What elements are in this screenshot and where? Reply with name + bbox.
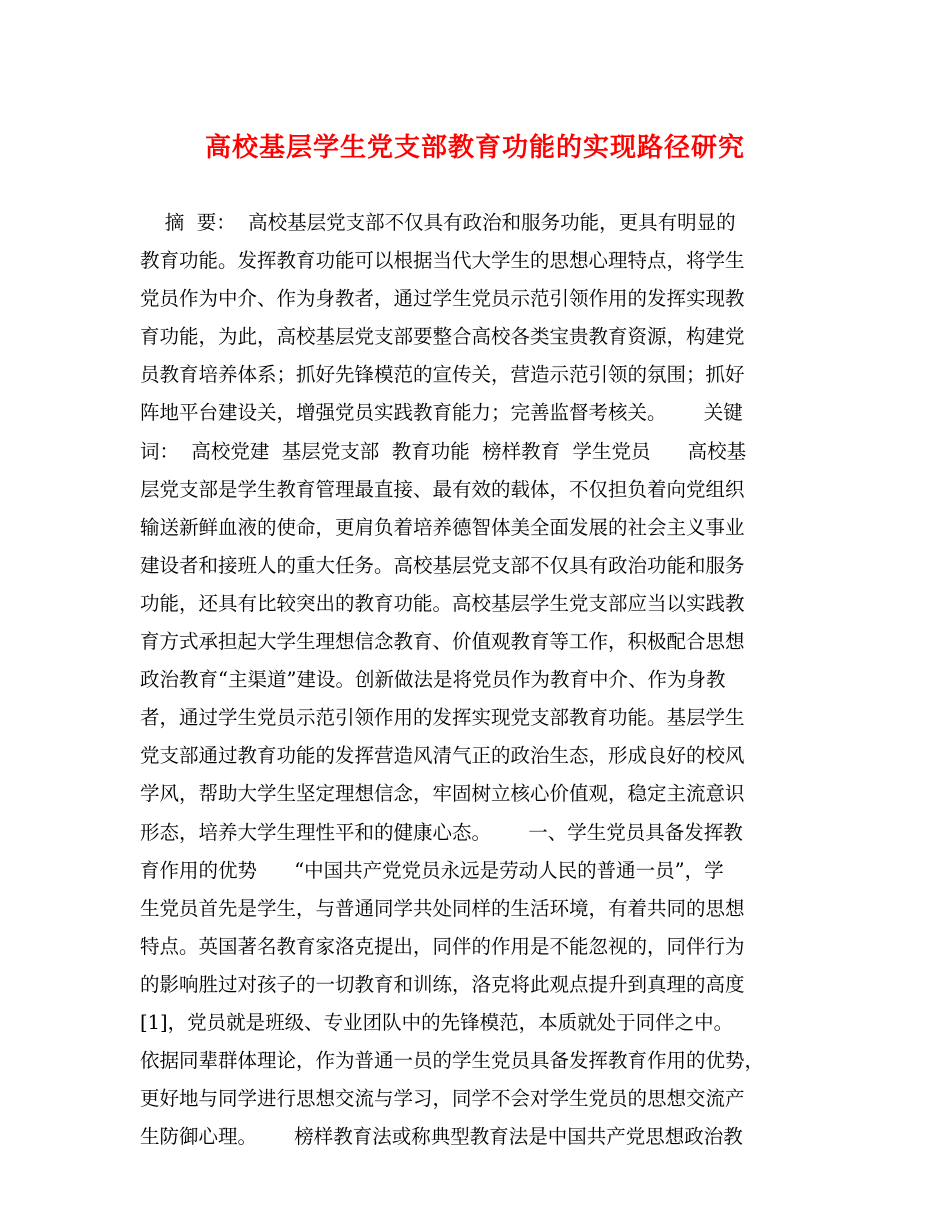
document-body [140, 204, 840, 1156]
body-text-line: [1]，党员就是班级、专业团队中的先锋模范，本质就处于同伴之中。 [140, 1010, 734, 1034]
body-text-line: 生党员首先是学生，与普通同学共处同样的生活环境，有着共同的思想 [140, 896, 745, 920]
body-text-line: 依据同辈群体理论，作为普通一员的学生党员具备发挥教育作用的优势， [140, 1049, 765, 1073]
body-text-line: 政治教育“主渠道”建设。创新做法是将党员作为教育中介、作为身教 [140, 668, 726, 692]
body-text-line: 功能，还具有比较突出的教育功能。高校基层学生党支部应当以实践教 [140, 591, 745, 615]
body-text-line: 员教育培养体系；抓好先锋模范的宣传关，营造示范引领的氛围；抓好 [140, 363, 745, 387]
body-text-line: 特点。英国著名教育家洛克提出，同伴的作用是不能忽视的，同伴行为 [140, 934, 745, 958]
body-text-line: 输送新鲜血液的使命，更肩负着培养德智体美全面发展的社会主义事业 [140, 515, 745, 539]
body-text-line: 党支部通过教育功能的发挥营造风清气正的政治生态，形成良好的校风 [140, 744, 745, 768]
body-text-line: 育作用的优势 “中国共产党党员永远是劳动人民的普通一员”，学 [140, 858, 724, 882]
body-text-line: 者，通过学生党员示范引领作用的发挥实现党支部教育功能。基层学生 [140, 706, 745, 730]
body-text-line: 建设者和接班人的重大任务。高校基层党支部不仅具有政治功能和服务 [140, 553, 745, 577]
body-text-line: 词： 高校党建 基层党支部 教育功能 榜样教育 学生党员 高校基 [140, 439, 747, 463]
body-text-line: 摘 要： 高校基层党支部不仅具有政治和服务功能，更具有明显的 [140, 211, 736, 234]
body-text-line: 教育功能。发挥教育功能可以根据当代大学生的思想心理特点，将学生 [140, 249, 745, 273]
body-text-line: 生防御心理。 榜样教育法或称典型教育法是中国共产党思想政治教 [140, 1125, 743, 1149]
body-text-line: 形态，培养大学生理性平和的健康心态。 一、学生党员具备发挥教 [140, 820, 743, 844]
body-text-line: 层党支部是学生教育管理最直接、最有效的载体，不仅担负着向党组织 [140, 477, 745, 501]
body-text-line: 育方式承担起大学生理想信念教育、价值观教育等工作，积极配合思想 [140, 630, 745, 654]
body-text-line: 阵地平台建设关，增强党员实践教育能力；完善监督考核关。 关键 [140, 401, 743, 425]
body-text-line: 党员作为中介、作为身教者，通过学生党员示范引领作用的发挥实现教 [140, 287, 745, 311]
document-title: 高校基层学生党支部教育功能的实现路径研究 [204, 133, 745, 163]
body-text-line: 学风，帮助大学生坚定理想信念，牢固树立核心价值观，稳定主流意识 [140, 782, 745, 806]
body-text-line: 的影响胜过对孩子的一切教育和训练，洛克将此观点提升到真理的高度 [140, 972, 745, 996]
body-text-line: 育功能，为此，高校基层党支部要整合高校各类宝贵教育资源，构建党 [140, 325, 745, 349]
body-text-line: 更好地与同学进行思想交流与学习，同学不会对学生党员的思想交流产 [140, 1087, 745, 1111]
